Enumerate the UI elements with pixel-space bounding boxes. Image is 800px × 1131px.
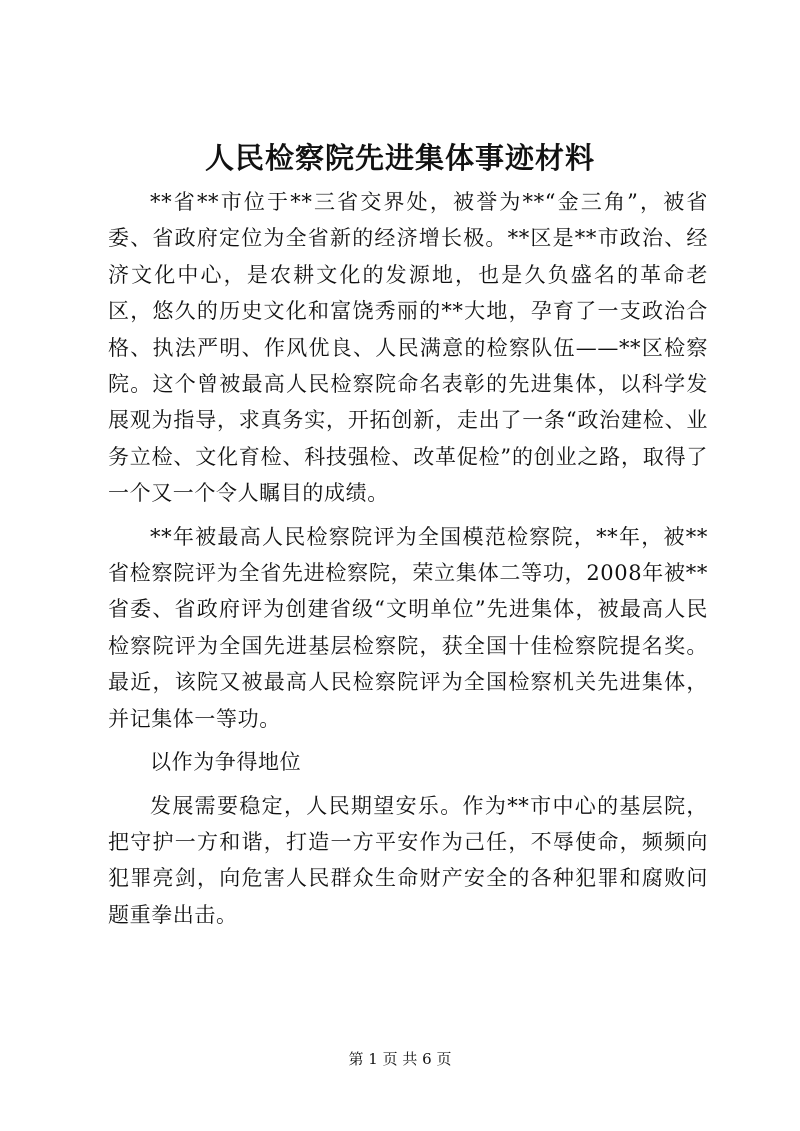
document-body — [108, 184, 708, 940]
paragraph-honors: **年被最高人民检察院评为全国模范检察院，**年，被**省检察院评为全省先进检察院，荣立集体二等功，2008年被**省委、省政府评为创建省级“文明单位”先进集体，被最高人民检察院评为全国先进基层检察院，获全国十佳检察院提名奖。最近，该院又被最高人民检察院评为全国检察机关先进集体，并记集体一等功。 — [108, 524, 708, 731]
page-footer: 第 1 页 共 6 页 — [348, 1050, 452, 1068]
paragraph-stability: 发展需要稳定，人民期望安乐。作为**市中心的基层院，把守护一方和谐，打造一方平安作为己任，不辱使命，频频向犯罪亮剑，向危害人民群众生命财产安全的各种犯罪和腐败问题重拳出击。 — [108, 793, 708, 927]
document-title: 人民检察院先进集体事迹材料 — [204, 141, 595, 175]
paragraph-intro: **省**市位于**三省交界处，被誉为**“金三角”，被省委、省政府定位为全省新的经济增长极。**区是**市政治、经济文化中心，是农耕文化的发源地，也是久负盛名的革命老区，悠久的历史文化和富饶秀丽的**大地，孕育了一支政治合格、执法严明、作风优良、人民满意的检察队伍——**区检察院。这个曾被最高人民检察院命名表彰的先进集体，以科学发展观为指导，求真务实，开拓创新，走出了一条“政治建检、业务立检、文化育检、科技强检、改革促检”的创业之路，取得了一个又一个令人瞩目的成绩。 — [108, 190, 708, 506]
section-heading: 以作为争得地位 — [150, 750, 302, 775]
